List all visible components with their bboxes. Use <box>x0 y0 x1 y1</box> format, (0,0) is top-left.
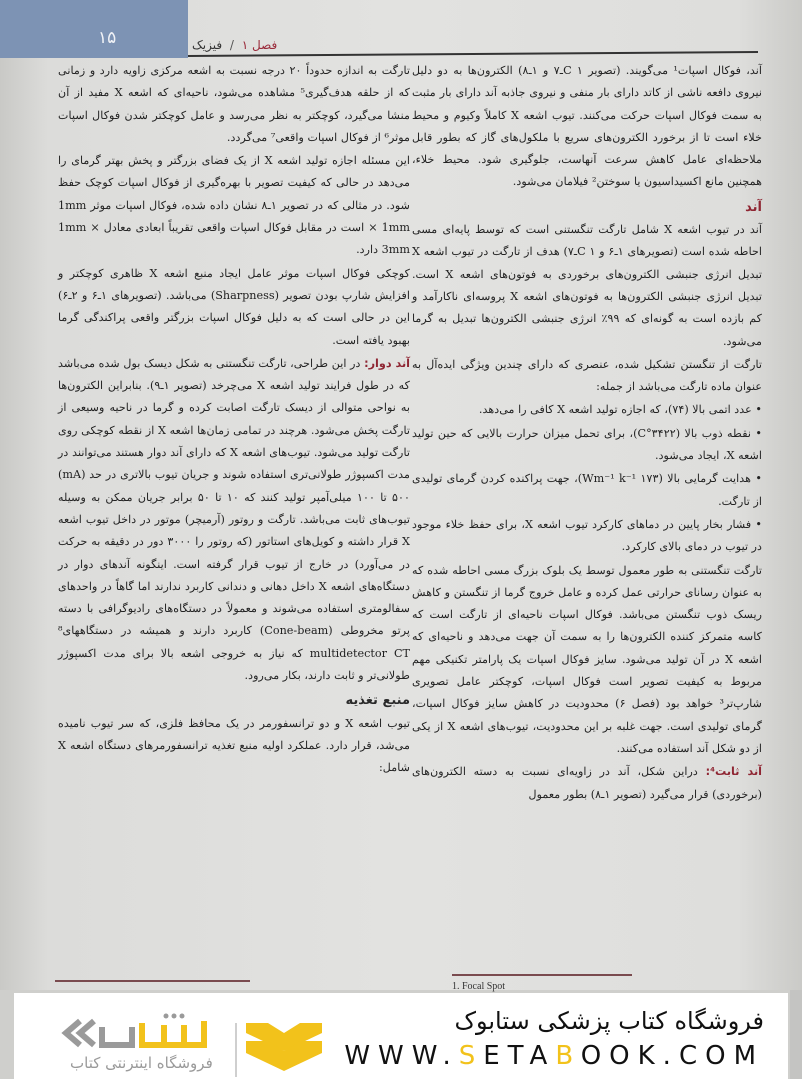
paragraph: آند در تیوب اشعه X شامل تارگت تنگستنی است که توسط پایه‌ای مسی احاطه شده است (تصویرهای ۱ـ۶ و C ۱ـ۷) هدف از تارگت در تیوب اشعه X تبدیل انرژی جنبشی الکترون‌های برخوردی به فوتون‌های اشعه X است. تبدیل انرژی جنبشی الکترون‌ها به فوتون‌های اشعه X پروسه‌ای ناکارآمد و کم بازده است به گونه‌ای که ۹۹٪ انرژی جنبشی الکترون‌ها تبدیل به گرما می‌شود. <box>412 223 763 348</box>
paragraph: تارگت تنگستنی به طور معمول توسط یک بلوک بزرگ مسی احاطه شده که به عنوان رسانای حرارتی عمل کرده و عامل خروج گرما از تنگستن و کاهش ریسک ذوب تنگستن می‌باشد. فوکال اسپات ناحیه‌ای از تارگت است که کاسه متمرکز کننده الکترون‌ها را به سمت آن جهت می‌دهد و ناحیه‌ای که اشعه X در آن تولید می‌شود. سایز فوکال اسپات یک پارامتر تکنیکی مهم مربوط به کیفیت تصویر است فوکال اسپات، کوچکتر عامل تصویری شارپ‌تر³ خواهد بود (فصل ۶) محدودیت در کاهش سایز فوکال اسپات، گرمای تولیدی است. جهت غلبه بر این محدودیت، تیوب‌های اشعه X از یکی از دو شکل آند استفاده می‌کنند. <box>412 563 763 755</box>
store-title: فروشگاه کتاب پزشکی ستابوک <box>454 1007 764 1035</box>
logo-divider <box>235 1023 237 1077</box>
section-heading-power-supply: منبع تغذیه <box>345 693 410 709</box>
bullet-item: • نقطه ذوب بالا (۳۴۲۲°C)، برای تحمل میزان حرارت بالایی که حین تولید اشعه X، ایجاد می‌شود. <box>412 423 762 468</box>
watermark-banner <box>14 993 788 1079</box>
chapter-label: فصل ۱ <box>241 38 278 52</box>
left-column <box>58 60 410 781</box>
running-head <box>192 38 277 52</box>
url-part: WWW. <box>344 1041 459 1071</box>
footnote-rule <box>452 974 632 976</box>
url-part: ETA <box>483 1041 556 1071</box>
paragraph: تیوب اشعه X و دو ترانسفورمر در یک محافظ فلزی، که سر تیوب نامیده می‌شد، قرار دارد. عملکرد اولیه منبع تغذیه ترانسفورمرهای دستگاه اشعه X شامل: <box>58 716 410 775</box>
brand-chevron-icon <box>246 1019 322 1079</box>
store-url[interactable] <box>344 1041 764 1071</box>
inline-heading-rotating-anode: آند دوار: <box>364 356 411 370</box>
paragraph: کوچکی فوکال اسپات موثر عامل ایجاد منبع اشعه X ظاهری کوچکتر و افزایش شارپ بودن تصویر (Sharpness) می‌باشد. (تصویرهای ۱ـ۶ و ۲ـ۶) این در حالی است که به دلیل فوکال اسپات بزرگتر واقعی پراکندگی گرما بهبود یافته است. <box>58 266 410 347</box>
section-heading-anode: آند <box>745 199 762 215</box>
bullet-item: • فشار بخار پایین در دماهای کارکرد تیوب اشعه X، برای حفظ خلاء موجود در تیوب در دمای بالای کارکرد. <box>412 514 762 559</box>
right-column <box>412 60 762 807</box>
paragraph-text: در این طراحی، تارگت تنگستنی به شکل دیسک بول شده می‌باشد که در طول فرایند تولید اشعه X می‌چرخد (تصویر ۱ـ۹). بنابراین الکترون‌ها به نواحی متوالی از دیسک تارگت اصابت کرده و گرما در ناحیه وسیعی از تارگت پخش می‌شود. هرچند در تمامی زمان‌ها اشعه X از نقطه کوچکی روی تارگت تولید می‌شود. تیوب‌های اشعه X که دارای آند دوار هستند می‌توانند در مدت اکسپوژر طولانی‌تری استفاده شوند و جریان تیوب بالاتری در حد (mA) ۵۰۰ تا ۱۰۰ میلی‌آمپر تولید کنند که ۱۰ تا ۵۰ برابر جریان ممکن به وسیله تیوب‌های ثابت می‌باشد. تارگت و روتور (آرمیچر) موتور در داخل تیوب اشعه X قرار داشته و کویل‌های استاتور (که روتور را ۳۰۰۰ دور در دقیقه به حرکت در می‌آورد) در خارج از تیوب قرار گرفته است. اینگونه آندهای دوار در دستگاه‌های اشعه X داخل دهانی و دندانی کاربرد ندارند اما گاهاً در واحدهای سفالومتری استفاده می‌شوند و معمولاً در دستگاه‌های رادیوگرافی با دسته پرتو مخروطی (Cone-beam) کاربرد دارند و همیشه در دستگاههای⁸ multidetector CT که نیاز به خروجی اشعه بالا برای مدت اکسپوژر طولانی‌تر و ثابت دارند، بکار می‌رود. <box>58 356 411 683</box>
paragraph: تارگت به اندازه حدوداً ۲۰ درجه نسبت به اشعه مرکزی زاویه دارد و زمانی که از حلقه هدف‌گیری⁵ مشاهده می‌شود، ناحیه‌ای که اشعه X مفید از آن منشا می‌گیرد، کوچکتر به نظر می‌رسد و عامل کوچکتر شدن فوکال اسپات موثر⁶ از فوکال اسپات واقعی⁷ می‌گردد. <box>58 64 411 144</box>
brand-logo-wordmark <box>54 1013 224 1057</box>
paragraph: آند، فوکال اسپات¹ می‌گویند. (تصویر C ۱ـ۷ و ۱ـ۸) الکترون‌ها به دو دلیل نیروی دافعه ناشی از کاتد دارای بار منفی و نیروی جاذبه آند دارای بار مثبت به سمت فوکال اسپات حرکت می‌کنند. تیوب اشعه X کاملاً وکیوم و محیط خلاء است تا از برخورد الکترون‌های سریع با ملکول‌های گاز که بطور قابل ملاحظه‌ای عامل کاهش سرعت آنهاست، جلوگیری شود. محیط خلاء، همچنین مانع اکسیداسیون یا سوختن² فیلامان می‌شود. <box>412 64 763 189</box>
paragraph-text: دراین شکل، آند در زاویه‌ای نسبت به دسته الکترون‌های (برخوردی) قرار می‌گیرد (تصویر ۱ـ۸) بطور معمول <box>412 765 762 801</box>
inline-heading-fixed-anode: آند ثابت⁴: <box>705 765 762 779</box>
header-band <box>0 0 188 58</box>
page-number: ۱۵ <box>98 28 117 48</box>
paragraph-rotating-anode <box>58 353 410 687</box>
bullet-item: • عدد اتمی بالا (۷۴)، که اجازه تولید اشعه X کافی را می‌دهد. <box>412 399 762 421</box>
url-highlight: S <box>458 1041 484 1071</box>
separator: / <box>229 38 234 52</box>
url-highlight: B <box>555 1041 581 1071</box>
page-edge <box>790 990 802 1079</box>
brand-logo-subtitle: فروشگاه اینترنتی کتاب <box>70 1054 213 1072</box>
topic-label: فیزیک <box>192 38 223 52</box>
paragraph-fixed-anode <box>412 761 762 806</box>
paragraph: این مسئله اجازه تولید اشعه X از یک فضای بزرگتر و پخش بهتر گرمای را می‌دهد در حالی که کیفیت تصویر با بهره‌گیری از فوکال اسپات کوچک حفظ شود. در مثالی که در تصویر ۱ـ۸ نشان داده شده، فوکال اسپات موثر 1mm × 1mm است در مقابل فوکال اسپات واقعی تقریباً ابعادی معادل 1mm × 3mm دارد. <box>58 154 411 257</box>
footnote: 1. Focal Spot <box>452 981 506 992</box>
footnote-rule <box>55 980 250 982</box>
bullet-item: • هدایت گرمایی بالا (۱۷۳ Wm⁻¹ k⁻¹)، جهت پراکنده کردن گرمای تولیدی از تارگت. <box>412 468 762 513</box>
url-part: OOK.COM <box>580 1041 764 1071</box>
paragraph: تارگت از تنگستن تشکیل شده، عنصری که دارای چندین ویژگی ایده‌آل به عنوان ماده تارگت می‌باشد از جمله: <box>412 357 762 394</box>
